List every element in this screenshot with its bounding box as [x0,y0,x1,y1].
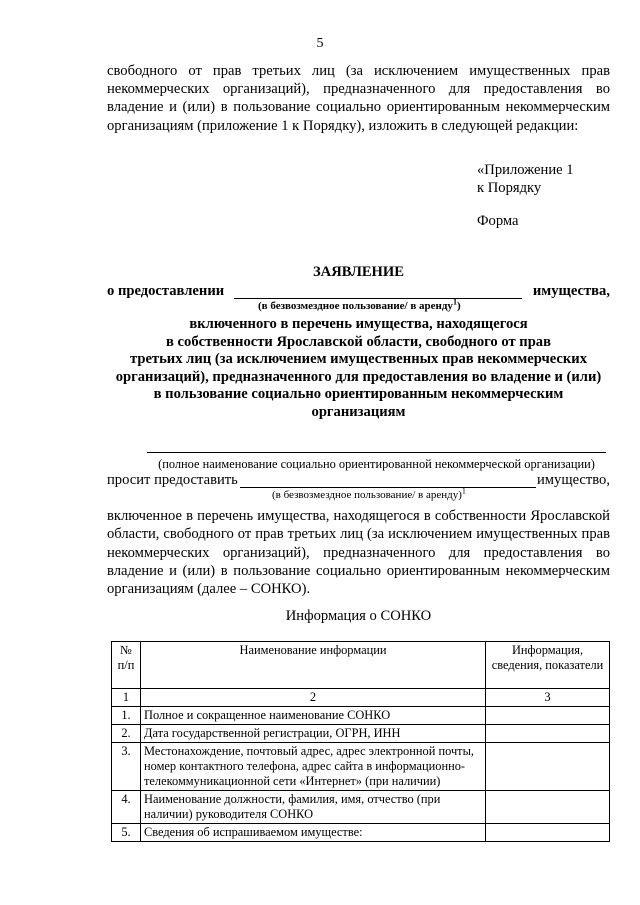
table-cell-input[interactable] [486,743,610,791]
heading-block-line: включенного в перечень имущества, находящегося [189,316,528,332]
table-cell-input[interactable] [486,824,610,842]
heading-prefix: о предоставлении [107,283,225,299]
table-row [112,824,610,842]
heading-block-line: третьих лиц (за исключением имущественных прав некоммерческих [129,351,588,367]
table-numbering-row [112,689,610,707]
request-prefix: просит предоставить [107,472,238,488]
table-cell: 4. [112,791,141,824]
table-cell: Сведения об испрашиваемом имуществе: [141,824,486,842]
page-number: 5 [316,36,324,51]
table-cell: 1. [112,707,141,725]
table-cell: 5. [112,824,141,842]
table-cell: 2 [141,689,486,707]
table-cell: 3 [486,689,610,707]
request-subnote: (в безвозмездное пользование/ в аренду)$^1$ [272,486,466,501]
heading-suffix: имущества, [532,283,610,299]
heading-block [107,316,610,421]
table-header-row [112,642,610,689]
table-cell: Полное и сокращенное наименование СОНКО [141,707,486,725]
footnote-mark: 1 [452,297,457,307]
request-line [107,472,610,489]
heading-block-line: в собственности Ярославской области, свободного от прав [166,333,551,350]
heading-block-line: организаций), предназначенного для предоставления во владение и (или) [115,368,602,385]
table-row [112,743,610,791]
footnote-mark: 1 [461,486,466,496]
info-section-title: Информация о СОНКО [285,608,432,624]
body-paragraph: включенное в перечень имущества, находящегося в собственности Ярославской области, свободного от прав третьих лиц (за исключением имущественных прав некоммерческих организаций), предназначенного для предоставления во владение и (или) в пользование социально ориентированным некоммерческим организациям (далее – СОНКО). [107,508,610,598]
appendix-line-1: «Приложение 1 [477,162,574,178]
table-cell-input[interactable] [486,725,610,743]
table-cell-input[interactable] [486,707,610,725]
table-row [112,791,610,824]
table-row [112,725,610,743]
request-suffix: имущество, [536,472,610,488]
heading-blank-line [234,298,522,299]
heading-subnote: (в безвозмездное пользование/ в аренду$^1$) [258,297,461,312]
table-header-cell: Информация, сведения, показатели [486,642,610,689]
table-cell: Местонахождение, почтовый адрес, адрес электронной почты, номер контактного телефона, адрес сайта в информационно-телекоммуникационной сети «Интернет» (при наличии) [141,743,486,791]
form-label: Форма [477,213,519,229]
request-blank-line [240,487,536,488]
appendix-reference [477,161,574,197]
table-cell: Наименование должности, фамилия, имя, отчество (при наличии) руководителя СОНКО [141,791,486,824]
document-title: ЗАЯВЛЕНИЕ [312,264,404,280]
org-name-blank [147,452,606,453]
table-cell: 2. [112,725,141,743]
table-header-cell: Наименование информации [141,642,486,689]
table-header-cell: № п/п [112,642,141,689]
table-cell: 3. [112,743,141,791]
info-table [111,641,610,842]
table-row [112,707,610,725]
org-name-caption: (полное наименование социально ориентированной некоммерческой организации) [158,457,595,471]
heading-block-line: организациям [311,403,406,420]
appendix-line-2: к Порядку [477,180,542,196]
table-cell-input[interactable] [486,791,610,824]
table-cell: Дата государственной регистрации, ОГРН, ИНН [141,725,486,743]
table-cell: 1 [112,689,141,707]
heading-block-line: в пользование социально ориентированным некоммерческим [153,386,564,402]
intro-paragraph: свободного от прав третьих лиц (за исключением имущественных прав некоммерческих организаций), предназначенного для предоставления во владение и (или) в пользование социально ориентированным некоммерческим организациям (приложение 1 к Порядку), изложить в следующей редакции: [107,63,610,134]
heading-line [107,283,610,300]
